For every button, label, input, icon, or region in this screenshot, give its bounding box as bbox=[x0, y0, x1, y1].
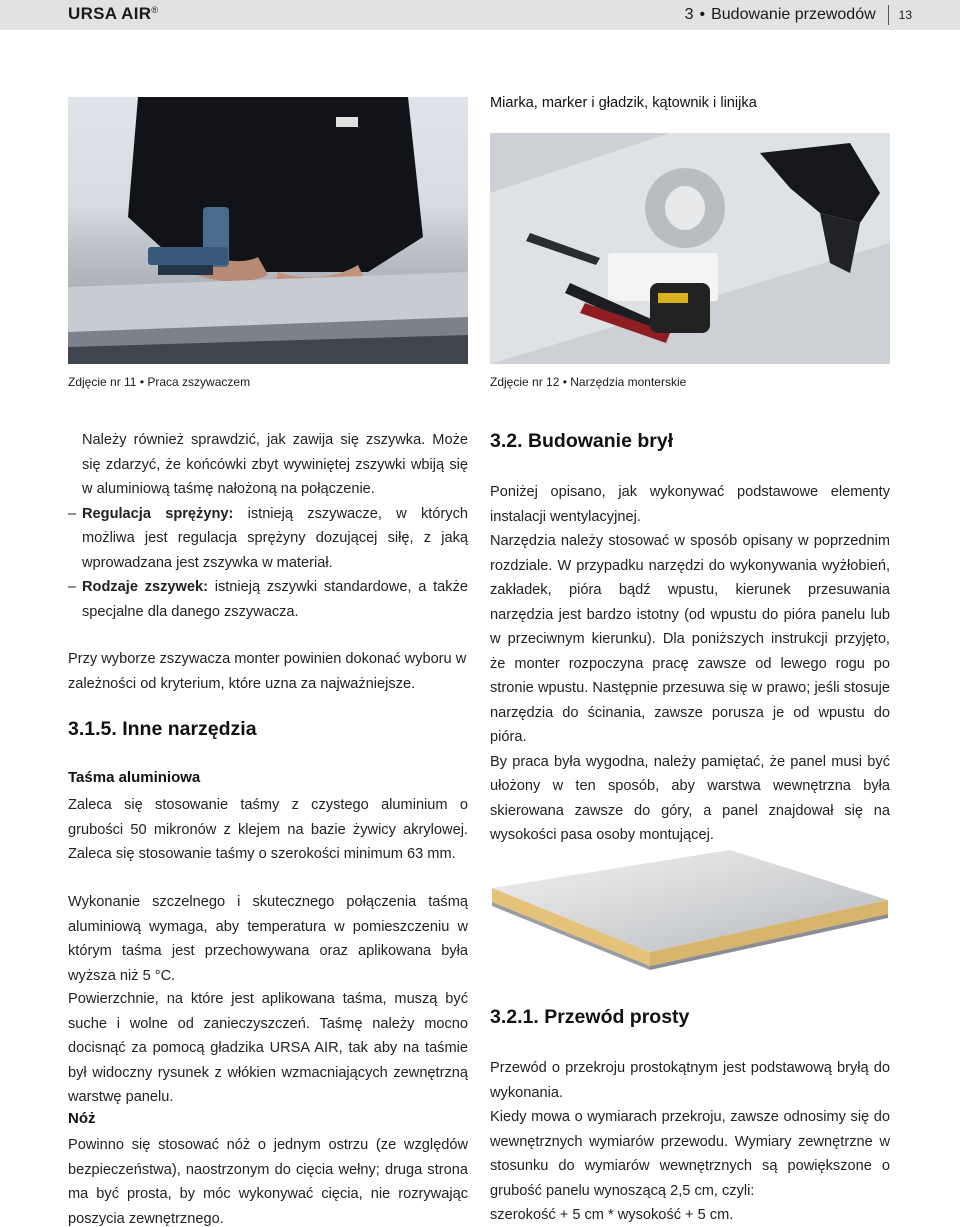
dash-icon: – bbox=[68, 579, 77, 595]
list-item-spring-text: istnieją zszywacze, w których możliwa jest regulacja sprężyny dozującej siłę, z jaką wprowadzana jest zszywka w materiał. bbox=[82, 505, 468, 571]
photo-caption-2 bbox=[490, 375, 686, 389]
bullet-icon: • bbox=[139, 375, 148, 389]
list-item-staples-title: Rodzaje zszywek: bbox=[82, 579, 208, 595]
paragraph-tape-spec-text: Zaleca się stosowanie taśmy z czystego aluminium o grubości 50 mikronów z klejem na bazie żywicy akrylowej. Zaleca się stosowanie taśmy o szerokości minimum 63 mm. bbox=[68, 797, 468, 862]
photo-caption-1 bbox=[68, 375, 250, 389]
paragraph-temperature-text: Wykonanie szczelnego i skutecznego połączenia taśmą aluminiową wymaga, aby temperatura w pomieszczeniu w którym taśma jest przechowywana oraz aplikowana była wyższa niż 5 °C. bbox=[68, 894, 468, 984]
paragraph-dimensions: Kiedy mowa o wymiarach przekroju, zawsze odnosimy się do wewnętrznych wymiarów przewodu. Wymiary zewnętrzne w stosunku do wymiarów wewnętrznych są powiększone o grubość panelu wynoszącą 2,5 cm, czyli: bbox=[490, 1109, 890, 1199]
paragraph-formula: szerokość + 5 cm * wysokość + 5 cm. bbox=[490, 1207, 734, 1223]
list-item-spring bbox=[68, 502, 468, 576]
section-indicator bbox=[685, 5, 912, 25]
bullet-icon: • bbox=[699, 6, 706, 23]
section-number: 3 bbox=[684, 6, 694, 23]
left-column-block-1 bbox=[68, 428, 468, 624]
caption-1-label: Zdjęcie nr 11 bbox=[68, 375, 137, 389]
brand-name: URSA bbox=[68, 4, 117, 23]
photo-stapler-illustration bbox=[68, 97, 468, 364]
page-number: 13 bbox=[898, 8, 912, 22]
right-column-block-2 bbox=[490, 1056, 890, 1227]
brand-suffix: AIR bbox=[121, 4, 152, 23]
brand-logo bbox=[68, 4, 158, 24]
right-column-block-1 bbox=[490, 480, 890, 848]
paragraph-stapler-choice: Przy wyborze zszywacza monter powinien dokonać wyboru w zależności od kryterium, które uzna za najważniejsze. bbox=[68, 651, 467, 692]
page-header bbox=[0, 0, 960, 30]
panel-illustration-svg bbox=[490, 840, 890, 990]
list-item-staples-text: istnieją zszywki standardowe, a także specjalne dla danego zszywacza. bbox=[82, 579, 468, 620]
paragraph-surface bbox=[68, 987, 468, 1110]
brand-registered: ® bbox=[151, 5, 159, 15]
caption-2-text: Narzędzia monterskie bbox=[570, 375, 687, 389]
panel-illustration bbox=[490, 840, 890, 990]
paragraph-surface-text: Powierzchnie, na które jest aplikowana taśma, muszą być suche i wolne od zanieczyszczeń. Taśmę należy mocno docisnąć za pomocą gładzika URSA AIR, tak aby na taśmie był widoczny rysunek z włókien wzmacniających zewnętrzną warstwę panelu. bbox=[68, 991, 468, 1105]
paragraph-rect-duct: Przewód o przekroju prostokątnym jest podstawową bryłą do wykonania. bbox=[490, 1060, 890, 1101]
paragraph-knife-text: Powinno się stosować nóż o jednym ostrzu (ze względów bezpieczeństwa), naostrzonym do cięcia wełny; druga strona ma być prosta, by móc wykonywać cięcia, nie rozrywając poszycia zewnętrznego. bbox=[68, 1137, 468, 1227]
heading-building-bodies: 3.2. Budowanie brył bbox=[490, 430, 674, 452]
paragraph-tools-direction: Narzędzia należy stosować w sposób opisany w poprzednim rozdziale. W przypadku narzędzi do wykonywania wyżłobień, zakładek, pióra bądź wpustu, kierunek przesuwania narzędzia jest bardzo istotny (od wpustu do pióra panelu lub w przeciwnym kierunku). Dla poniższych instrukcji przyjęto, że monter rozpoczyna pracę zawsze od lewego rogu po stronie wpustu. Następnie przesuwa się w prawo; jeśli stosuje narzędzia do ścinania, zawsze porusza je od wpustu do pióra. bbox=[490, 533, 890, 745]
caption-2-label: Zdjęcie nr 12 bbox=[490, 375, 560, 389]
list-item-staples bbox=[68, 575, 468, 624]
photo-tools-illustration bbox=[490, 133, 890, 364]
heading-knife: Nóż bbox=[68, 1110, 96, 1127]
section-title: Budowanie przewodów bbox=[711, 6, 876, 23]
paragraph-staple-check: Należy również sprawdzić, jak zawija się zszywka. Może się zdarzyć, że końcówki zbyt wywiniętej zszywki wbiją się w aluminiową taśmę nałożoną na połączenie. bbox=[82, 432, 468, 497]
heading-other-tools: 3.1.5. Inne narzędzia bbox=[68, 718, 257, 740]
paragraph-panel-position: By praca była wygodna, należy pamiętać, że panel musi być ułożony w ten sposób, aby warstwa wewnętrzna była skierowana zawsze do góry, a panel znajdował się na wysokości pasa osoby montującej. bbox=[490, 753, 890, 843]
photo-stapler-work bbox=[68, 97, 468, 364]
paragraph-temperature bbox=[68, 890, 468, 988]
caption-1-text: Praca zszywaczem bbox=[147, 375, 251, 389]
paragraph-tape-spec bbox=[68, 793, 468, 867]
dash-icon: – bbox=[68, 505, 77, 522]
heading-straight-duct: 3.2.1. Przewód prosty bbox=[490, 1006, 690, 1028]
photo-right-title: Miarka, marker i gładzik, kątownik i linijka bbox=[490, 95, 757, 111]
list-item-spring-title: Regulacja sprężyny: bbox=[82, 505, 234, 522]
heading-aluminium-tape: Taśma aluminiowa bbox=[68, 769, 201, 786]
header-divider bbox=[888, 5, 889, 25]
paragraph-knife bbox=[68, 1133, 468, 1227]
bullet-icon: • bbox=[562, 375, 571, 389]
photo-tools bbox=[490, 133, 890, 364]
paragraph-intro: Poniżej opisano, jak wykonywać podstawowe elementy instalacji wentylacyjnej. bbox=[490, 484, 890, 525]
